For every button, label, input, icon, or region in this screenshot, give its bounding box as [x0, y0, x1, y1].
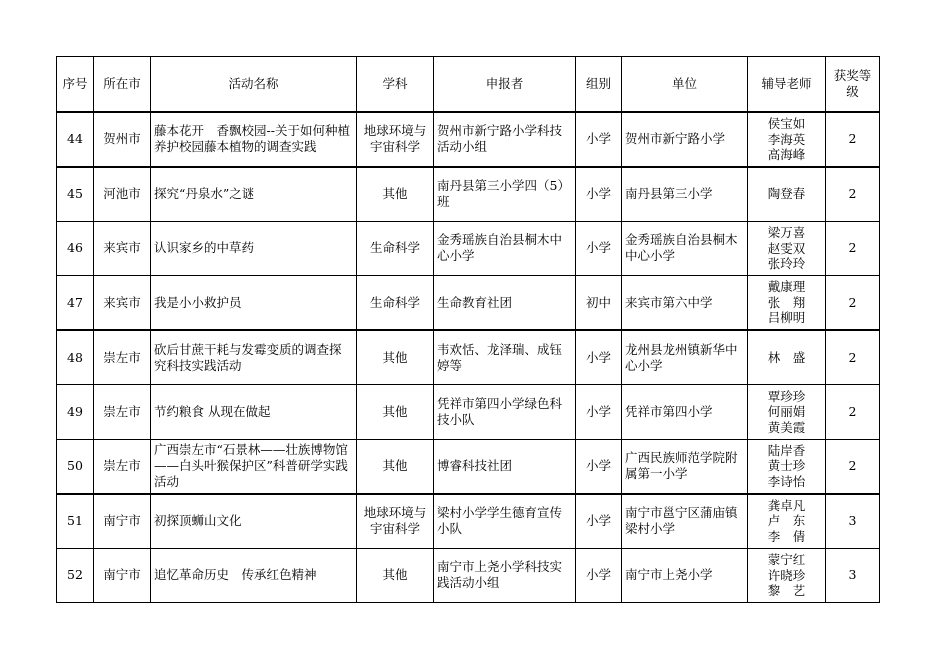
- cell-tutors: [748, 385, 826, 440]
- header-applicant: 申报者: [434, 57, 576, 113]
- cell-seq: 45: [57, 167, 94, 222]
- cell-seq: 44: [57, 112, 94, 167]
- table-row: [57, 276, 880, 331]
- header-tutor: 辅导老师: [748, 57, 826, 113]
- header-unit: 单位: [622, 57, 748, 113]
- cell-activity: 广西崇左市“石景林——壮族博物馆——白头叶猴保护区”科普研学实践活动: [151, 439, 357, 494]
- header-seq: 序号: [57, 57, 94, 113]
- header-group: 组别: [576, 57, 622, 113]
- tutor-name: 龚卓凡: [767, 497, 806, 513]
- cell-subject: 其他: [357, 548, 434, 603]
- cell-subject: 其他: [357, 330, 434, 385]
- cell-tutors: [748, 112, 826, 167]
- cell-unit: 凭祥市第四小学: [622, 385, 748, 440]
- cell-seq: 48: [57, 330, 94, 385]
- tutor-name: 蒙宁红: [767, 552, 806, 567]
- cell-city: 来宾市: [94, 276, 151, 331]
- cell-activity: 探究“丹泉水”之谜: [151, 167, 357, 222]
- cell-unit: 南宁市上尧小学: [622, 548, 748, 603]
- cell-activity: 砍后甘蔗干耗与发霉变质的调查探究科技实践活动: [151, 330, 357, 385]
- cell-award: 3: [826, 548, 880, 603]
- cell-applicant: 南宁市上尧小学科技实践活动小组: [434, 548, 576, 603]
- cell-subject: 地球环境与宇宙科学: [357, 112, 434, 167]
- cell-city: 崇左市: [94, 385, 151, 440]
- cell-group: 初中: [576, 276, 622, 331]
- table-row: [57, 221, 880, 276]
- tutor-name: 黄美霞: [767, 419, 806, 435]
- tutor-name: 黎 艺: [767, 583, 806, 598]
- cell-award: 3: [826, 494, 880, 549]
- cell-city: 河池市: [94, 167, 151, 222]
- cell-group: 小学: [576, 221, 622, 276]
- cell-group: 小学: [576, 112, 622, 167]
- cell-tutors: [748, 330, 826, 385]
- cell-unit: 来宾市第六中学: [622, 276, 748, 331]
- table-row: [57, 439, 880, 494]
- cell-city: 崇左市: [94, 439, 151, 494]
- cell-unit: 南宁市邕宁区蒲庙镇梁村小学: [622, 494, 748, 549]
- cell-applicant: 梁村小学学生德育宣传小队: [434, 494, 576, 549]
- cell-group: 小学: [576, 548, 622, 603]
- cell-applicant: 生命教育社团: [434, 276, 576, 331]
- cell-activity: 我是小小救护员: [151, 276, 357, 331]
- tutor-name: 陆岸香: [767, 442, 806, 458]
- cell-tutors: [748, 439, 826, 494]
- header-activity: 活动名称: [151, 57, 357, 113]
- cell-award: 2: [826, 112, 880, 167]
- table-body: [57, 112, 880, 603]
- tutor-name: 何丽娟: [767, 404, 806, 419]
- cell-city: 贺州市: [94, 112, 151, 167]
- cell-subject: 地球环境与宇宙科学: [357, 494, 434, 549]
- cell-group: 小学: [576, 494, 622, 549]
- tutor-name: 戴康理: [767, 279, 806, 295]
- cell-tutors: [748, 221, 826, 276]
- table-row: [57, 167, 880, 222]
- cell-unit: 贺州市新宁路小学: [622, 112, 748, 167]
- tutor-name: 吕柳明: [767, 310, 806, 326]
- tutor-name: 许晓珍: [767, 567, 806, 583]
- cell-award: 2: [826, 221, 880, 276]
- award-table: [56, 56, 880, 603]
- cell-group: 小学: [576, 330, 622, 385]
- cell-group: 小学: [576, 385, 622, 440]
- cell-award: 2: [826, 276, 880, 331]
- cell-activity: 认识家乡的中草药: [151, 221, 357, 276]
- tutor-name: 卢 东: [767, 513, 806, 529]
- header-city: 所在市: [94, 57, 151, 113]
- cell-subject: 其他: [357, 439, 434, 494]
- cell-city: 南宁市: [94, 494, 151, 549]
- table-row: [57, 385, 880, 440]
- cell-unit: 南丹县第三小学: [622, 167, 748, 222]
- cell-tutors: [748, 167, 826, 222]
- table-row: [57, 330, 880, 385]
- cell-seq: 51: [57, 494, 94, 549]
- cell-seq: 47: [57, 276, 94, 331]
- cell-award: 2: [826, 439, 880, 494]
- cell-subject: 其他: [357, 167, 434, 222]
- tutor-name: 赵雯双: [767, 240, 806, 256]
- table-row: [57, 548, 880, 603]
- tutor-name: 高海峰: [767, 147, 806, 162]
- cell-activity: 藤本花开 香飘校园--关于如何种植养护校园藤本植物的调查实践: [151, 112, 357, 167]
- cell-applicant: 韦欢恬、龙泽瑞、成钰婷等: [434, 330, 576, 385]
- tutor-name: 陶登春: [767, 186, 806, 202]
- header-subject: 学科: [357, 57, 434, 113]
- cell-seq: 50: [57, 439, 94, 494]
- tutor-name: 覃珍珍: [767, 388, 806, 404]
- cell-tutors: [748, 494, 826, 549]
- cell-applicant: 南丹县第三小学四（5）班: [434, 167, 576, 222]
- cell-award: 2: [826, 330, 880, 385]
- cell-group: 小学: [576, 439, 622, 494]
- cell-subject: 生命科学: [357, 276, 434, 331]
- cell-activity: 追忆革命历史 传承红色精神: [151, 548, 357, 603]
- cell-award: 2: [826, 167, 880, 222]
- tutor-name: 梁万喜: [767, 225, 806, 240]
- header-award: 获奖等级: [826, 57, 880, 113]
- cell-city: 南宁市: [94, 548, 151, 603]
- cell-unit: 龙州县龙州镇新华中心小学: [622, 330, 748, 385]
- header-row: [57, 57, 880, 113]
- cell-seq: 52: [57, 548, 94, 603]
- cell-unit: 广西民族师范学院附属第一小学: [622, 439, 748, 494]
- tutor-name: 李诗怡: [767, 473, 806, 489]
- cell-unit: 金秀瑶族自治县桐木中心小学: [622, 221, 748, 276]
- cell-applicant: 凭祥市第四小学绿色科技小队: [434, 385, 576, 440]
- cell-subject: 其他: [357, 385, 434, 440]
- cell-seq: 46: [57, 221, 94, 276]
- cell-applicant: 金秀瑶族自治县桐木中心小学: [434, 221, 576, 276]
- tutor-name: 张玲玲: [767, 256, 806, 271]
- cell-applicant: 博睿科技社团: [434, 439, 576, 494]
- cell-activity: 节约粮食 从现在做起: [151, 385, 357, 440]
- tutor-name: 李海英: [767, 131, 806, 147]
- cell-award: 2: [826, 385, 880, 440]
- cell-city: 来宾市: [94, 221, 151, 276]
- cell-seq: 49: [57, 385, 94, 440]
- cell-group: 小学: [576, 167, 622, 222]
- cell-city: 崇左市: [94, 330, 151, 385]
- tutor-name: 李 倩: [767, 528, 806, 544]
- cell-applicant: 贺州市新宁路小学科技活动小组: [434, 112, 576, 167]
- cell-activity: 初探顶蛳山文化: [151, 494, 357, 549]
- cell-subject: 生命科学: [357, 221, 434, 276]
- tutor-name: 张 翔: [767, 294, 806, 310]
- cell-tutors: [748, 548, 826, 603]
- table-row: [57, 494, 880, 549]
- tutor-name: 侯宝如: [767, 116, 806, 131]
- tutor-name: 黄士珍: [767, 458, 806, 474]
- cell-tutors: [748, 276, 826, 331]
- tutor-name: 林 盛: [767, 349, 806, 365]
- table-row: [57, 112, 880, 167]
